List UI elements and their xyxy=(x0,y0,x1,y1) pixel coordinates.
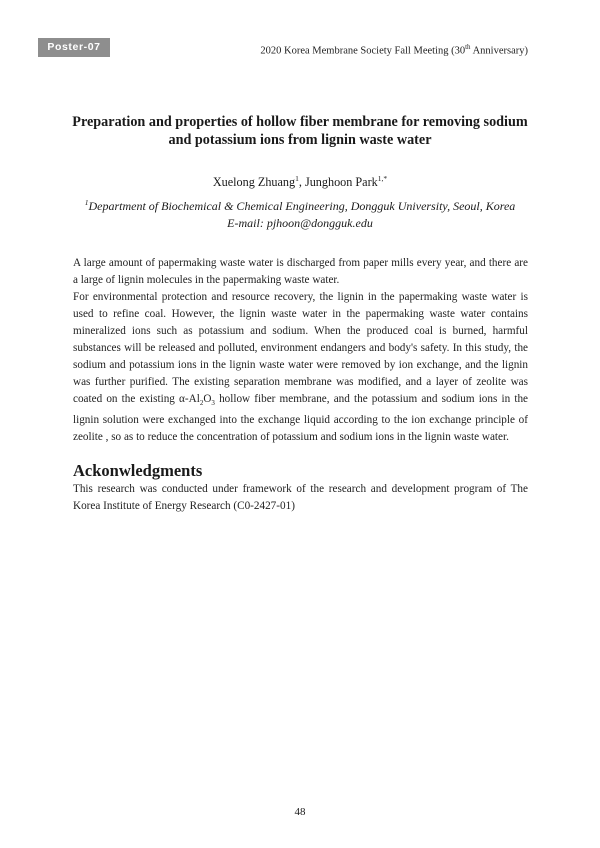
affiliation-department: Department of Biochemical & Chemical Engineering, Dongguk University, Seoul, Korea xyxy=(88,199,516,213)
affiliation-email: E-mail: pjhoon@dongguk.edu xyxy=(227,216,373,230)
abstract-text-b: O xyxy=(203,393,212,405)
author-2-sup: 1,* xyxy=(377,174,388,183)
abstract-text-a: For environmental protection and resource recovery, the lignin in the papermaking waste water is used to refine coal. However, the lignin waste water in the papermaking waste water contains mineralized ions such as potassium and sodium. When the produced coal is burned, harmful substances will be released and polluted, environment endangers and body's safety. In this study, the sodium and potassium ions in the lignin waste water were removed by ion exchange, and the lignin was further purified. The existing separation membrane was modified, and a layer of zeolite was coated on the existing α-Al xyxy=(73,291,528,405)
conference-superscript: th xyxy=(465,43,471,51)
subscript-3: 3 xyxy=(211,399,215,408)
author-1-sup: 1 xyxy=(295,174,299,183)
conference-tail: Anniversary) xyxy=(470,45,528,57)
abstract-paragraph-2 xyxy=(73,289,528,446)
author-line xyxy=(0,174,600,190)
poster-badge: Poster-07 xyxy=(38,38,110,57)
affiliation-block xyxy=(40,194,560,232)
acknowledgments-text: This research was conducted under framework of the research and development program of The Korea Institute of Energy Research (C0-2427-01) xyxy=(73,483,528,512)
acknowledgments-heading: Ackonwledgments xyxy=(73,461,203,480)
abstract-text-c: hollow fiber membrane, and the potassium and sodium ions in the lignin solution were exchanged into the exchange liquid according to the ion exchange principle of zeolite , so as to reduce the concentration of potassium and sodium ions in the lignin waste water. xyxy=(73,393,528,444)
author-2: Junghoon Park xyxy=(304,175,378,190)
subscript-2: 2 xyxy=(199,399,204,408)
page-number: 48 xyxy=(294,806,306,818)
conference-header xyxy=(260,43,528,57)
abstract-body xyxy=(73,255,528,446)
paper-title: Preparation and properties of hollow fiber membrane for removing sodium and potassium ions from lignin waste water xyxy=(72,114,528,148)
author-1: Xuelong Zhuang xyxy=(212,175,296,190)
affiliation-line xyxy=(40,194,560,215)
abstract-paragraph-1: A large amount of papermaking waste water is discharged from paper mills every year, and there are a large of lignin molecules in the papermaking waste water. xyxy=(73,257,528,286)
affiliation-sup: 1 xyxy=(84,198,89,207)
conference-main: 2020 Korea Membrane Society Fall Meeting (30 xyxy=(260,45,466,57)
acknowledgments-body xyxy=(73,481,528,515)
author-separator: , xyxy=(298,175,305,190)
